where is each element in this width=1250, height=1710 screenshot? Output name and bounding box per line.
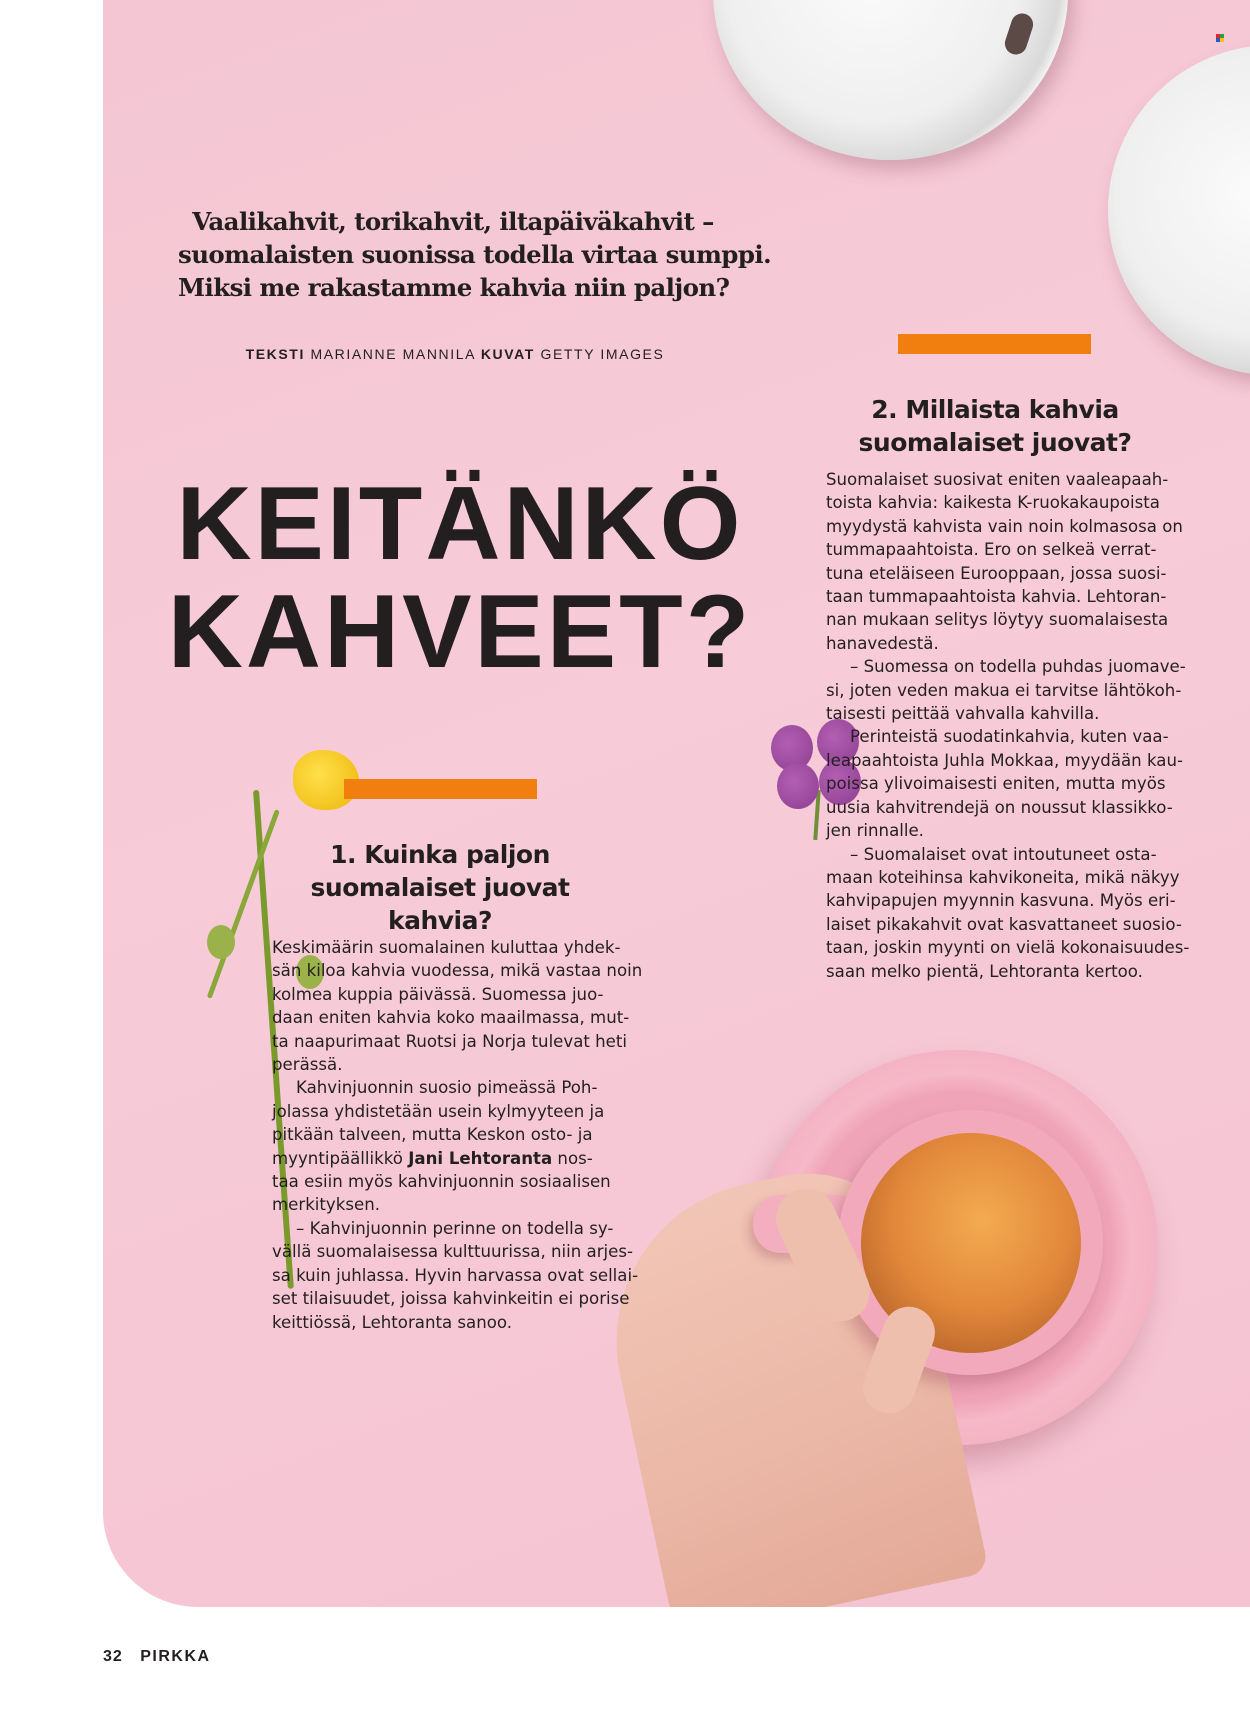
body-line: kolmea kuppia päivässä. Suomessa juo- [272,984,604,1004]
lid-slot [1002,11,1036,58]
body-line: tummapaahtoista. Ero on selkeä verrat- [826,540,1157,560]
body-line: maan koteihinsa kahvikoneita, mikä näkyy [826,867,1180,887]
body-line: myydystä kahvista vain noin kolmasosa on [826,516,1183,536]
coffee-lid-image-2 [1108,45,1250,375]
byline-text-label: TEKSTI [245,346,305,362]
lead-paragraph [178,205,772,304]
body-line: kahvipapujen myynnin kasvuna. Myös eri- [826,891,1176,911]
body-line: – Kahvinjuonnin perinne on todella sy- [296,1218,614,1238]
lead-line: Vaalikahvit, torikahvit, iltapäiväkahvit – [192,207,714,236]
magazine-name: PIRKKA [140,1648,211,1665]
lead-line: suomalaisten suonissa todella virtaa sumppi. [178,240,772,269]
body-line: perässä. [272,1055,343,1075]
body-line: nan mukaan selitys löytyy suomalaisesta [826,610,1169,630]
body-line: leapaahtoista Juhla Mokkaa, myydään kau- [826,750,1183,770]
person-name: Jani Lehtoranta [408,1148,553,1168]
body-line: saan melko pientä, Lehtoranta kertoo. [826,961,1143,981]
byline-photo-label: KUVAT [480,346,535,362]
color-registration-mark [1216,34,1224,42]
section-1-heading [270,838,610,937]
byline-author: MARIANNE MANNILA [310,346,476,362]
page-number: 32 [103,1648,123,1665]
byline [200,346,710,362]
headline [150,466,770,690]
byline-photographer: GETTY IMAGES [540,346,665,362]
body-line: taa esiin myös kahvinjuonnin sosiaalisen [272,1172,611,1192]
body-line: sän kiloa kahvia vuodessa, mikä vastaa noin [272,961,643,981]
body-line: taisesti peittää vahvalla kahvilla. [826,704,1100,724]
heading-line: 1. Kuinka paljon [330,840,550,869]
body-line: – Suomessa on todella puhdas juomave- [850,657,1186,677]
body-line: keittiössä, Lehtoranta sanoo. [272,1312,513,1332]
coffee-lid-image [713,0,1068,160]
body-line: jen rinnalle. [826,821,924,841]
body-line: taan tummapaahtoista kahvia. Lehtoran- [826,587,1167,607]
body-line: si, joten veden makua ei tarvitse lähtökoh- [826,680,1182,700]
flower-bud [207,925,235,959]
section-divider-bar [898,334,1091,354]
body-line: jolassa yhdistetään usein kylmyyteen ja [272,1101,605,1121]
body-line: taan, joskin myynti on vielä kokonaisuudes- [826,938,1190,958]
section-divider-bar [344,779,537,799]
heading-line: 2. Millaista kahvia [871,395,1119,424]
body-line: ta naapurimaat Ruotsi ja Norja tulevat heti [272,1031,628,1051]
body-text: nos- [552,1148,593,1168]
page-footer [103,1648,211,1666]
body-line: set tilaisuudet, joissa kahvinkeitin ei porise [272,1289,630,1309]
body-line: merkityksen. [272,1195,380,1215]
section-1-body [272,936,642,1334]
body-line: vällä suomalaisessa kulttuurissa, niin arjes- [272,1242,633,1262]
body-line: pitkään talveen, mutta Keskon osto- ja [272,1125,593,1145]
body-line: uusia kahvitrendejä on noussut klassikko- [826,797,1173,817]
body-line: laiset pikakahvit ovat kasvattaneet suosio- [826,914,1182,934]
body-line: Perinteistä suodatinkahvia, kuten vaa- [850,727,1169,747]
body-line: tuna eteläiseen Eurooppaan, jossa suosi- [826,563,1167,583]
body-line: Kahvinjuonnin suosio pimeässä Poh- [296,1078,598,1098]
body-line: – Suomalaiset ovat intoutuneet osta- [850,844,1157,864]
body-line: toista kahvia: kaikesta K-ruokakaupoista [826,493,1160,513]
heading-line: kahvia? [387,906,493,935]
body-line: daan eniten kahvia koko maailmassa, mut- [272,1008,630,1028]
section-2-body [826,468,1189,983]
body-line: hanavedestä. [826,633,939,653]
lead-line: Miksi me rakastamme kahvia niin paljon? [178,273,730,302]
body-text: myyntipäällikkö [272,1148,409,1168]
body-line: Keskimäärin suomalainen kuluttaa yhdek- [272,938,621,957]
heading-line: suomalaiset juovat? [858,428,1132,457]
heading-line: suomalaiset juovat [310,873,570,902]
body-line: sa kuin juhlassa. Hyvin harvassa ovat sellai- [272,1265,639,1285]
body-line: Suomalaiset suosivat eniten vaaleapaah- [826,470,1169,489]
body-line: poissa ylivoimaisesti eniten, mutta myös [826,774,1166,794]
body-line [272,1147,642,1170]
headline-line: KEITÄNKÖ [176,466,744,582]
headline-line: KAHVEET? [167,574,753,690]
section-2-heading [820,393,1170,459]
